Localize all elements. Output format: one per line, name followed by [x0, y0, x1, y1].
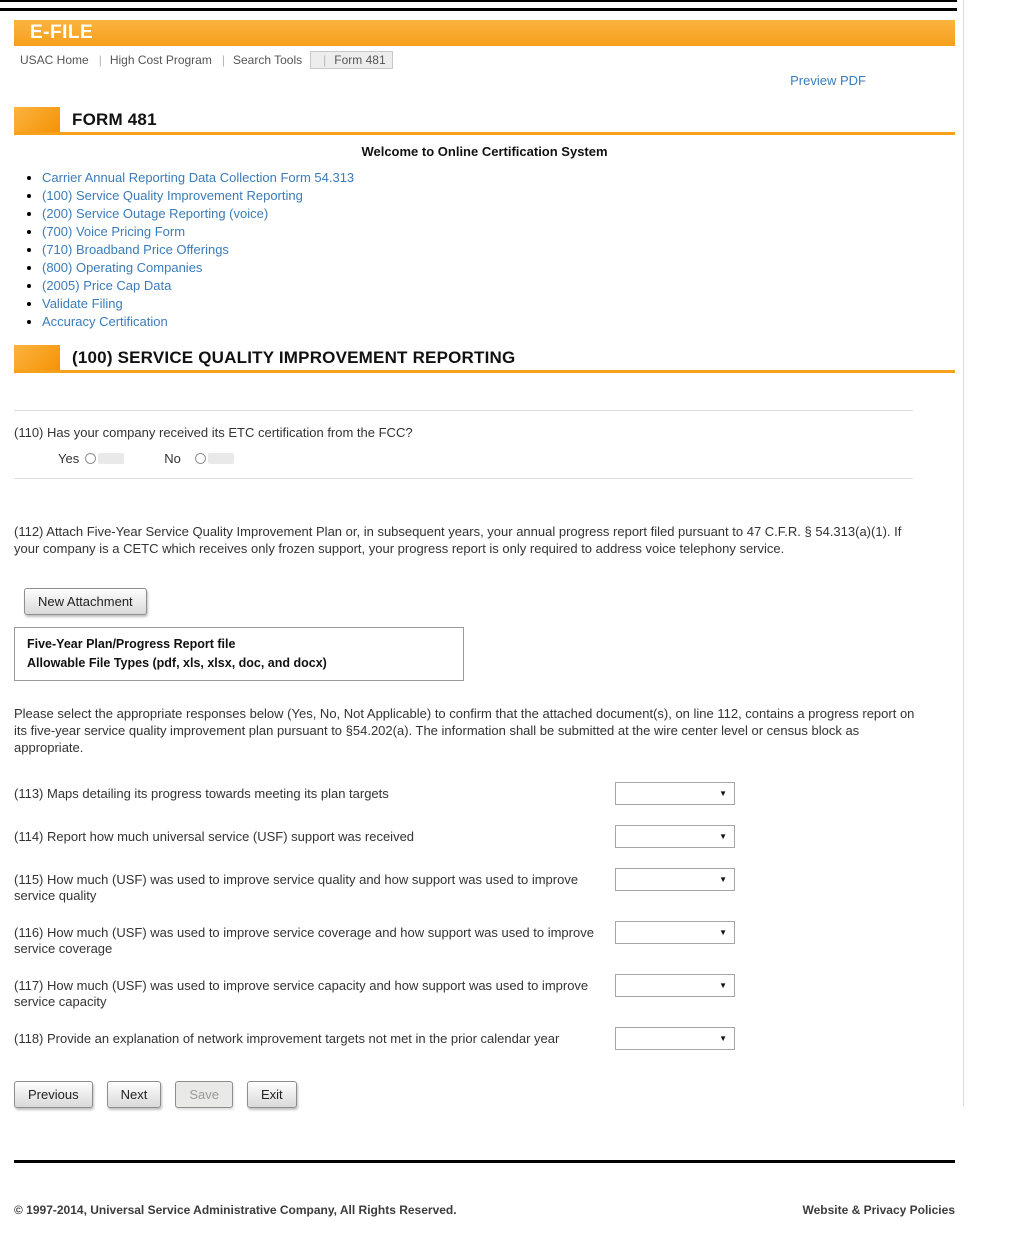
question-row-118: [14, 1031, 955, 1053]
preview-row: [14, 73, 955, 91]
link-710-broadband-price[interactable]: (710) Broadband Price Offerings: [42, 242, 229, 257]
form-title: FORM 481: [72, 110, 157, 129]
efile-banner: [14, 20, 955, 46]
question-113-text: (113) Maps detailing its progress towards meeting its plan targets: [14, 786, 389, 801]
question-116-select[interactable]: [615, 921, 735, 944]
list-item: [42, 189, 955, 203]
breadcrumb-form-481[interactable]: | Form 481: [310, 51, 392, 69]
question-row-114: [14, 829, 955, 851]
footer-rule: [14, 1160, 955, 1163]
attachment-box-title: Five-Year Plan/Progress Report file: [27, 637, 236, 651]
link-carrier-annual-reporting[interactable]: Carrier Annual Reporting Data Collection Form 54.313: [42, 170, 355, 185]
next-button[interactable]: Next: [107, 1081, 162, 1108]
orange-square-icon: [14, 107, 60, 132]
list-item: [42, 207, 955, 221]
page-footer: [14, 1203, 955, 1237]
question-114-text: (114) Report how much universal service (USF) support was received: [14, 829, 415, 844]
question-115-select[interactable]: [615, 868, 735, 891]
instructions-text: Please select the appropriate responses below (Yes, No, Not Applicable) to confirm that the attached document(s), on line 112, contains a progress report on its five-year service quality improvement plan pursuant to §54.202(a). The information shall be submitted at the wire center level or census block as appropriate.: [14, 706, 915, 755]
question-row-113: [14, 786, 955, 808]
question-110-options: [14, 451, 955, 466]
form-481-header: [14, 107, 955, 135]
chevron-down-icon: ▼: [719, 927, 727, 937]
attachment-box-subtitle: Allowable File Types (pdf, xls, xlsx, doc, and docx): [27, 656, 327, 670]
yes-label: Yes: [58, 451, 80, 466]
list-item: [42, 225, 955, 239]
yes-radio-track: [98, 453, 124, 464]
chevron-down-icon: ▼: [719, 980, 727, 990]
no-label: No: [164, 451, 181, 466]
question-row-115: [14, 872, 955, 904]
welcome-text: Welcome to Online Certification System: [361, 144, 608, 159]
exit-button[interactable]: Exit: [247, 1081, 297, 1108]
question-row-117: [14, 978, 955, 1010]
list-item: [42, 171, 955, 185]
divider: [14, 478, 913, 479]
link-700-voice-pricing[interactable]: (700) Voice Pricing Form: [42, 224, 186, 239]
page-right-divider: [963, 0, 964, 1106]
list-item: [42, 243, 955, 257]
breadcrumb-high-cost-program[interactable]: | High Cost Program: [91, 52, 214, 68]
link-200-service-outage[interactable]: (200) Service Outage Reporting (voice): [42, 206, 269, 221]
breadcrumb-search-tools[interactable]: | Search Tools: [214, 52, 304, 68]
new-attachment-button[interactable]: New Attachment: [24, 588, 147, 615]
question-112-text: (112) Attach Five-Year Service Quality Improvement Plan or, in subsequent years, your annual progress report filed pursuant to 47 C.F.R. § 54.313(a)(1). If your company is a CETC which receives only frozen support, your progress report is only required to address voice telephony service.: [14, 524, 902, 556]
question-117-text: (117) How much (USF) was used to improve service capacity and how support was used to improve service capacity: [14, 978, 589, 1009]
divider: [14, 410, 913, 411]
previous-button[interactable]: Previous: [14, 1081, 93, 1108]
navigation-buttons: [14, 1081, 955, 1108]
link-accuracy-certification[interactable]: Accuracy Certification: [42, 314, 168, 329]
link-2005-price-cap[interactable]: (2005) Price Cap Data: [42, 278, 172, 293]
save-button[interactable]: Save: [175, 1081, 233, 1108]
list-item: [42, 315, 955, 329]
chevron-down-icon: ▼: [719, 1033, 727, 1043]
chevron-down-icon: ▼: [719, 831, 727, 841]
website-privacy-policies-link[interactable]: Website & Privacy Policies: [802, 1203, 955, 1217]
section-100-header: [14, 345, 955, 373]
link-800-operating-companies[interactable]: (800) Operating Companies: [42, 260, 203, 275]
chevron-down-icon: ▼: [719, 788, 727, 798]
question-110-text: (110) Has your company received its ETC certification from the FCC?: [14, 425, 413, 440]
preview-pdf-link[interactable]: Preview PDF: [790, 73, 866, 88]
link-100-service-quality[interactable]: (100) Service Quality Improvement Reporting: [42, 188, 303, 203]
no-group: [164, 451, 234, 466]
copyright-text: © 1997-2014, Universal Service Administrative Company, All Rights Reserved.: [14, 1203, 457, 1217]
question-114-select[interactable]: [615, 825, 735, 848]
yes-radio[interactable]: [85, 453, 96, 464]
efile-brand: E-FILE: [30, 22, 94, 43]
list-item: [42, 279, 955, 293]
breadcrumb: [14, 51, 955, 69]
section-title: (100) SERVICE QUALITY IMPROVEMENT REPORTING: [72, 348, 516, 367]
question-row-116: [14, 925, 955, 957]
question-118-text: (118) Provide an explanation of network improvement targets not met in the prior calendar year: [14, 1031, 560, 1046]
no-radio-track: [208, 453, 234, 464]
question-118-select[interactable]: [615, 1027, 735, 1050]
breadcrumb-usac-home[interactable]: USAC Home: [20, 53, 89, 67]
question-115-text: (115) How much (USF) was used to improve service quality and how support was used to improve service quality: [14, 872, 579, 903]
link-validate-filing[interactable]: Validate Filing: [42, 296, 123, 311]
page-content: [14, 0, 955, 1237]
no-radio[interactable]: [195, 453, 206, 464]
question-113-select[interactable]: [615, 782, 735, 805]
orange-square-icon: [14, 345, 60, 370]
attachment-box: [14, 627, 464, 681]
question-rows: [14, 786, 955, 1053]
question-117-select[interactable]: [615, 974, 735, 997]
list-item: [42, 297, 955, 311]
question-116-text: (116) How much (USF) was used to improve service coverage and how support was used to improve service coverage: [14, 925, 594, 956]
chevron-down-icon: ▼: [719, 874, 727, 884]
form-section-links: [42, 171, 955, 329]
list-item: [42, 261, 955, 275]
